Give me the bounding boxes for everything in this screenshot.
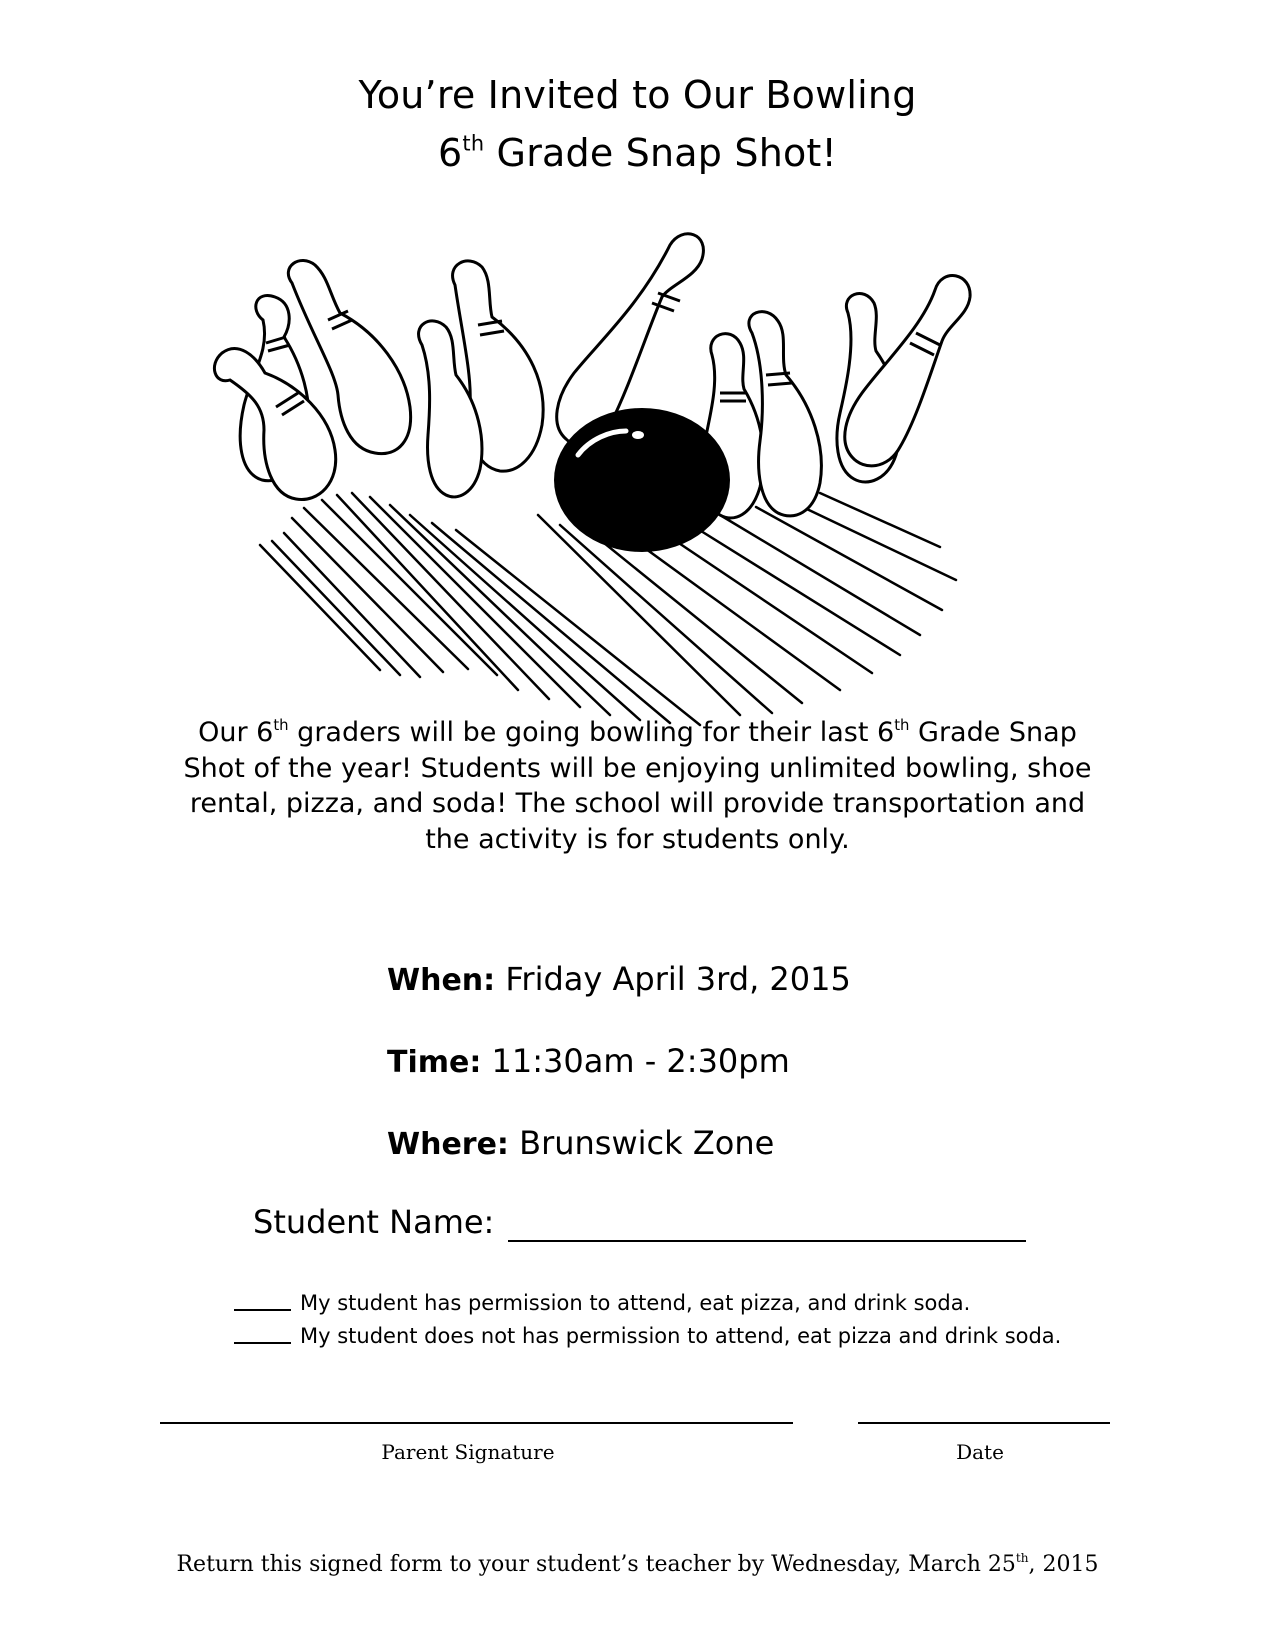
permission-yes-blank[interactable]	[234, 1309, 291, 1311]
bowling-pins-and-ball-icon	[200, 225, 1060, 735]
parent-signature-label: Parent Signature	[381, 1440, 555, 1464]
time-label: Time:	[387, 1045, 482, 1080]
permission-yes-text: My student has permission to attend, eat pizza, and drink soda.	[300, 1291, 971, 1315]
parent-signature-field[interactable]	[160, 1422, 793, 1424]
title-grade-number: 6	[438, 131, 463, 175]
where-value: Brunswick Zone	[508, 1124, 775, 1162]
return-instructions: Return this signed form to your student’s teacher by Wednesday, March 25th, 2015	[176, 1550, 1099, 1577]
event-where	[387, 1124, 775, 1162]
when-value: Friday April 3rd, 2015	[495, 960, 851, 998]
event-when	[387, 960, 851, 998]
invitation-title-line2	[0, 131, 1275, 175]
date-field[interactable]	[858, 1422, 1110, 1424]
invitation-title-line1: You’re Invited to Our Bowling	[358, 73, 917, 117]
intro-line-3: rental, pizza, and soda! The school will provide transportation and	[189, 788, 1086, 819]
title-grade-rest: Grade Snap Shot!	[484, 131, 837, 175]
title-grade-suffix: th	[462, 131, 485, 156]
date-label: Date	[956, 1440, 1004, 1464]
permission-no-text: My student does not has permission to attend, eat pizza and drink soda.	[300, 1324, 1062, 1348]
intro-paragraph	[150, 715, 1125, 857]
permission-no-blank[interactable]	[234, 1342, 291, 1344]
time-value: 11:30am - 2:30pm	[481, 1042, 790, 1080]
permission-no-row	[234, 1326, 1061, 1347]
intro-line-1: Our 6th graders will be going bowling for their last 6th Grade Snap	[198, 715, 1077, 748]
when-label: When:	[387, 963, 496, 998]
intro-line-4: the activity is for students only.	[425, 823, 850, 855]
intro-line-2: Shot of the year! Students will be enjoying unlimited bowling, shoe	[183, 752, 1092, 784]
permission-yes-row	[234, 1293, 970, 1314]
event-time	[387, 1042, 790, 1080]
where-label: Where:	[387, 1127, 509, 1162]
student-name-field[interactable]	[508, 1240, 1026, 1242]
student-name-label: Student Name:	[253, 1203, 495, 1241]
